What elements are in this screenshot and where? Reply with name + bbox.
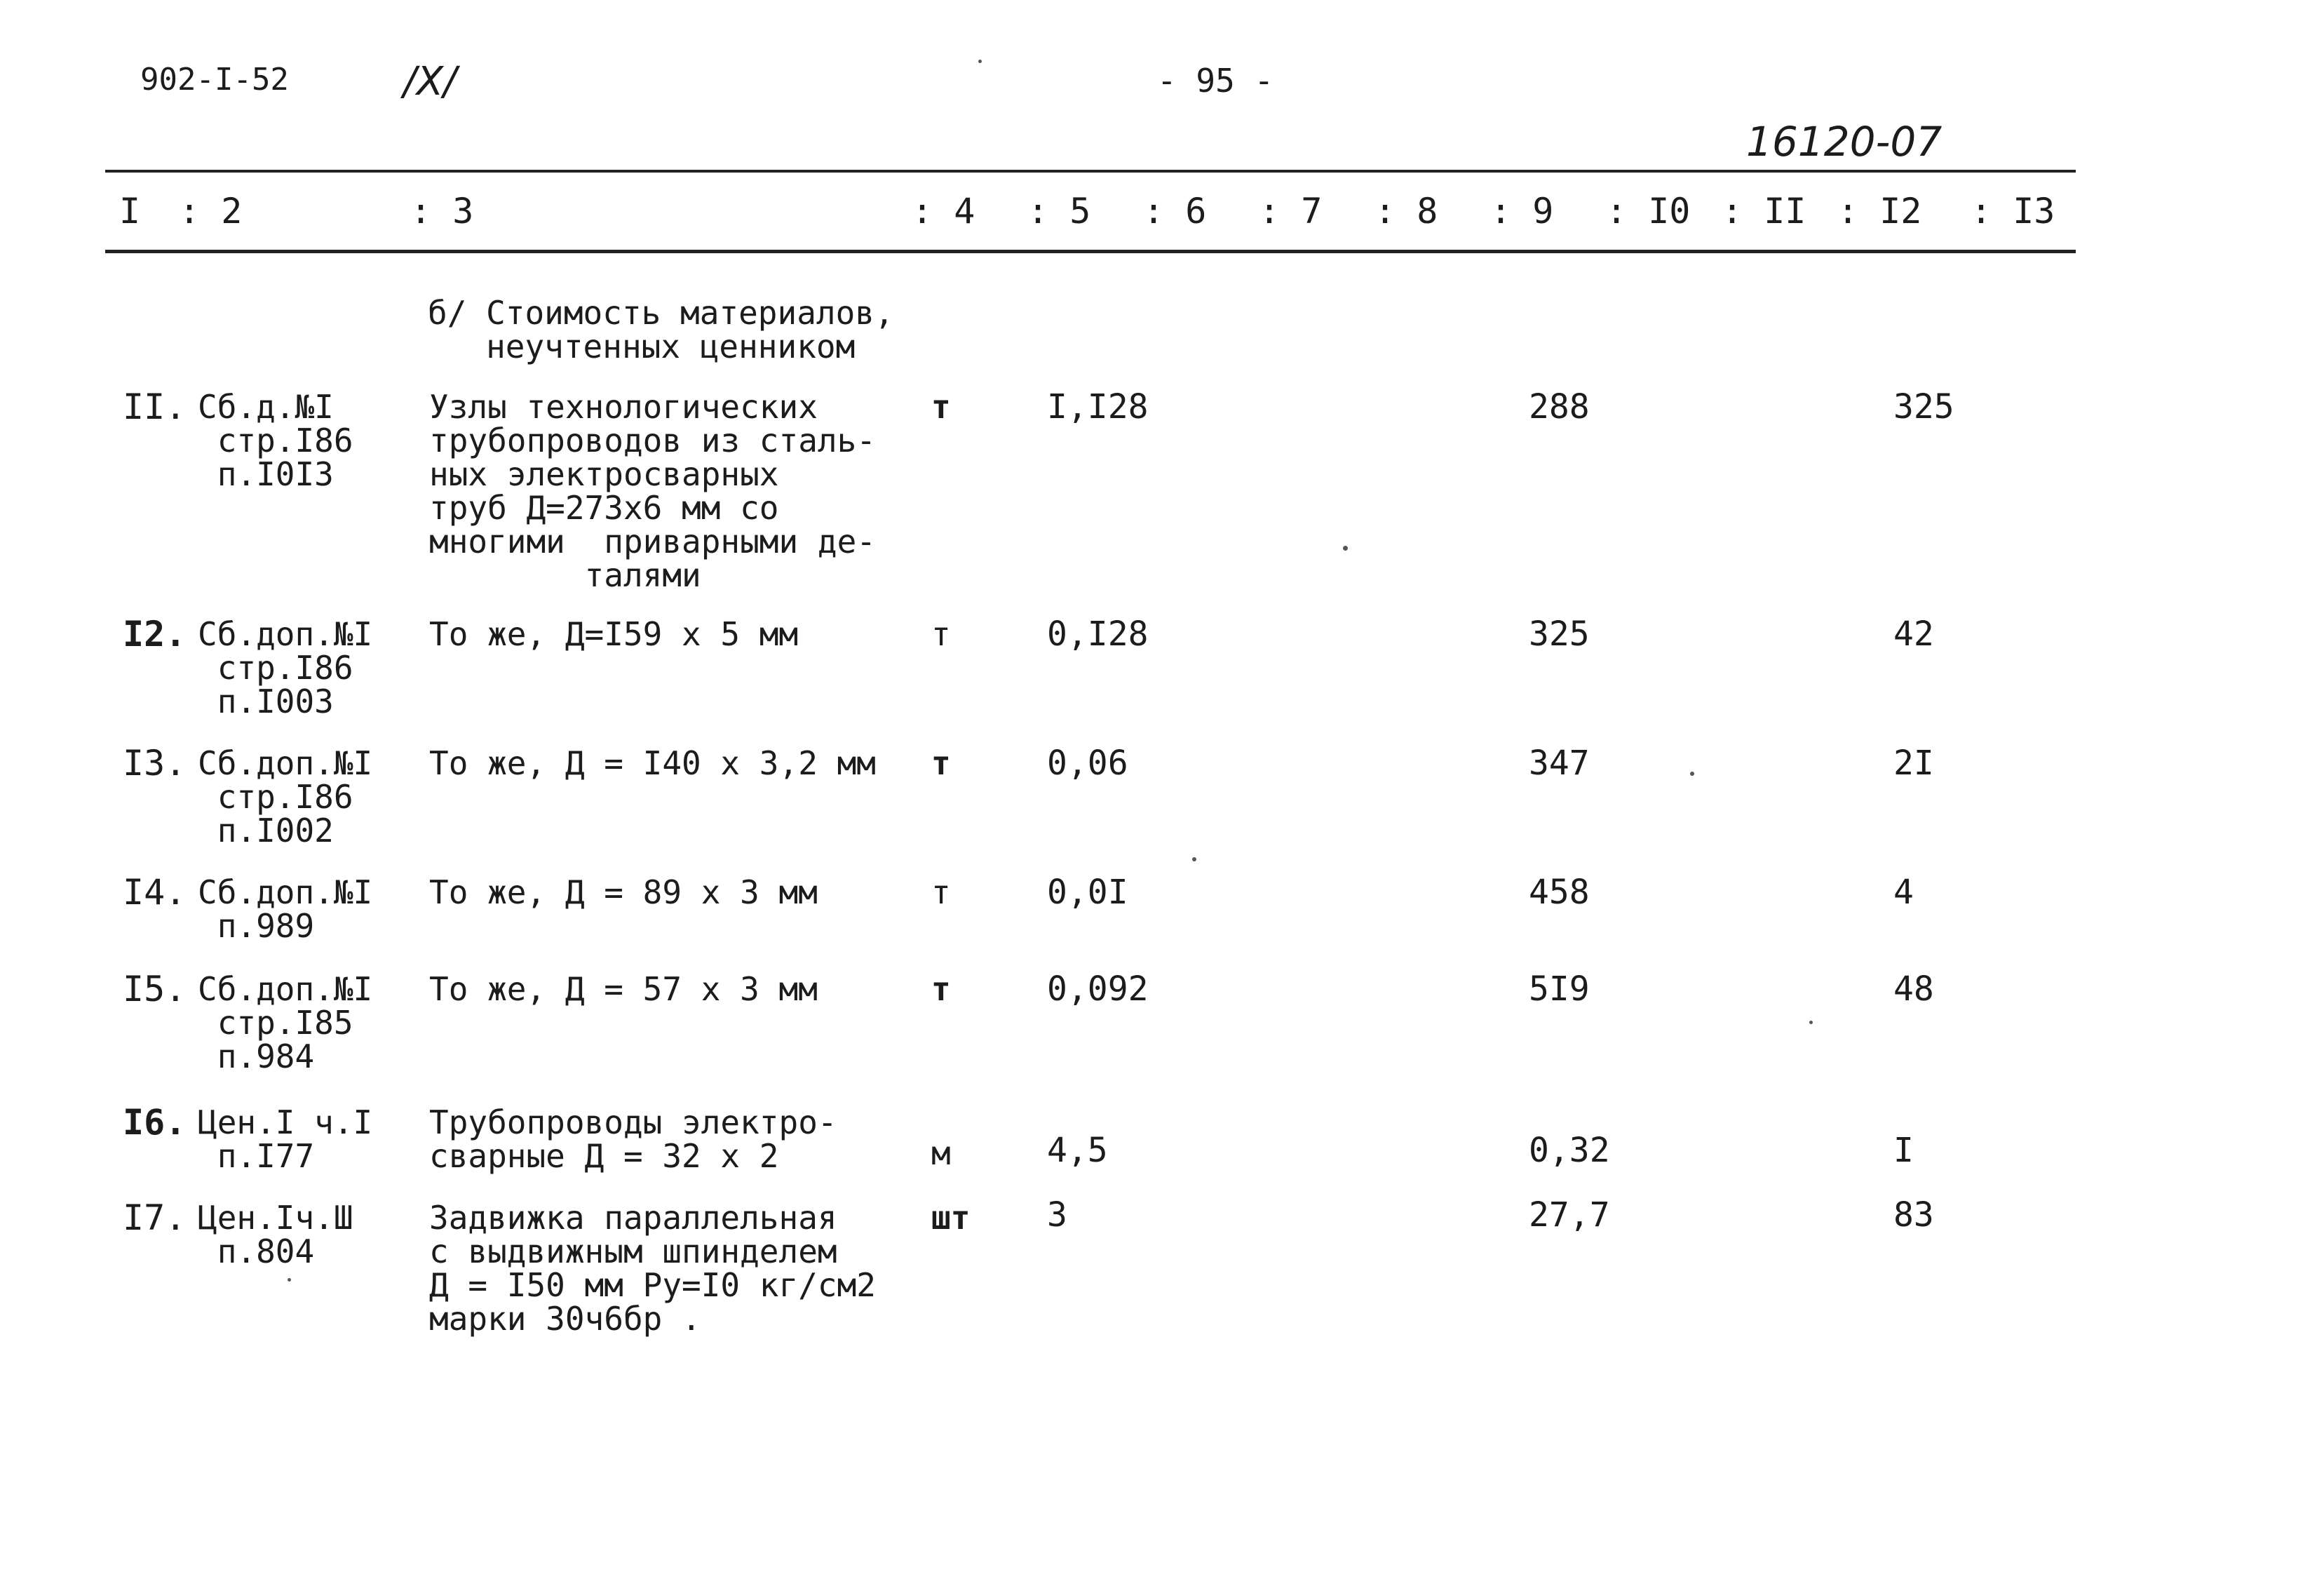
col-header-9: : 9 [1490,191,1554,231]
scan-speck [1343,546,1348,551]
col-header-8: : 8 [1374,191,1438,231]
row-number: II. [123,387,187,427]
row-unit: м [931,1134,951,1172]
col-header-1: I [119,191,141,231]
row-total: 83 [1893,1195,1934,1235]
scan-speck [288,1278,291,1282]
col-header-11: : II [1722,191,1806,231]
row-unit-price: 288 [1529,387,1590,426]
row-reference: Цен.I ч.I п.I77 [198,1103,373,1175]
row-unit-price: 5I9 [1529,969,1590,1009]
row-unit-price: 458 [1529,873,1590,912]
scan-speck [978,60,982,63]
scan-speck [1809,1021,1813,1024]
col-header-4: : 4 [912,191,975,231]
page-number: - 95 - [1157,62,1274,100]
row-unit-price: 347 [1529,744,1590,783]
archive-number: 16120-07 [1746,118,1943,166]
row-unit: шт [931,1199,971,1237]
section-mark: /X/ [403,59,457,105]
row-reference: Сб.доп.№I стр.I86 п.I002 [198,744,373,849]
row-total: I [1893,1131,1914,1170]
row-description: Задвижка параллельная с выдвижным шпинделем Д = I50 мм Ру=I0 кг/см2 марки 30ч6бр . [429,1199,876,1338]
row-total: 2I [1893,744,1934,783]
row-description: То же, Д=I59 х 5 мм [429,615,799,653]
row-description: То же, Д = I40 х 3,2 мм [429,744,876,782]
row-unit: т [931,970,951,1008]
row-number: I4. [123,872,187,913]
row-quantity: 0,06 [1047,744,1128,783]
col-header-5: : 5 [1027,191,1091,231]
row-quantity: I,I28 [1047,387,1149,426]
row-reference: Цен.Iч.Ш п.804 [198,1199,353,1270]
col-header-12: : I2 [1837,191,1922,231]
row-unit-price: 27,7 [1529,1195,1610,1235]
row-total: 42 [1893,614,1934,654]
row-reference: Сб.доп.№I стр.I86 п.I003 [198,615,373,720]
header-bottom-rule [105,250,2076,253]
doc-code: 902-I-52 [140,62,289,98]
scan-speck [1690,772,1694,776]
row-unit-price: 0,32 [1529,1131,1610,1170]
row-reference: Сб.доп.№I стр.I85 п.984 [198,970,373,1075]
col-header-13: : I3 [1971,191,2055,231]
header-top-rule [105,170,2076,173]
col-header-3: : 3 [410,191,474,231]
row-total: 48 [1893,969,1934,1009]
col-header-2: : 2 [179,191,243,231]
row-total: 4 [1893,873,1914,912]
row-unit-price: 325 [1529,614,1590,654]
row-quantity: 4,5 [1047,1131,1108,1170]
row-number: I7. [123,1197,187,1238]
scan-speck [1192,857,1196,861]
row-number: I5. [123,969,187,1009]
row-description: Трубопроводы электро- сварные Д = 32 х 2 [429,1103,837,1175]
row-description: То же, Д = 89 х 3 мм [429,873,818,911]
row-quantity: 0,092 [1047,969,1149,1009]
row-unit: т [931,873,951,911]
row-unit: т [931,615,951,653]
row-description: Узлы технологических трубопроводов из сталь- ных электросварных труб Д=273х6 мм со многими приварными де- талями [429,388,876,594]
row-reference: Сб.доп.№I п.989 [198,873,373,945]
row-number: I3. [123,743,187,784]
row-unit: т [931,388,951,426]
row-number: I2. [123,614,187,654]
col-header-6: : 6 [1143,191,1207,231]
row-total: 325 [1893,387,1954,426]
col-header-10: : I0 [1606,191,1691,231]
row-reference: Сб.д.№I стр.I86 п.I0I3 [198,388,353,493]
row-quantity: 3 [1047,1195,1067,1235]
row-quantity: 0,0I [1047,873,1128,912]
row-unit: т [931,744,951,782]
col-header-7: : 7 [1259,191,1323,231]
section-title: б/ Стоимость материалов, неучтенных ценником [428,294,894,365]
row-description: То же, Д = 57 х 3 мм [429,970,818,1008]
row-number: I6. [123,1102,187,1143]
row-quantity: 0,I28 [1047,614,1149,654]
